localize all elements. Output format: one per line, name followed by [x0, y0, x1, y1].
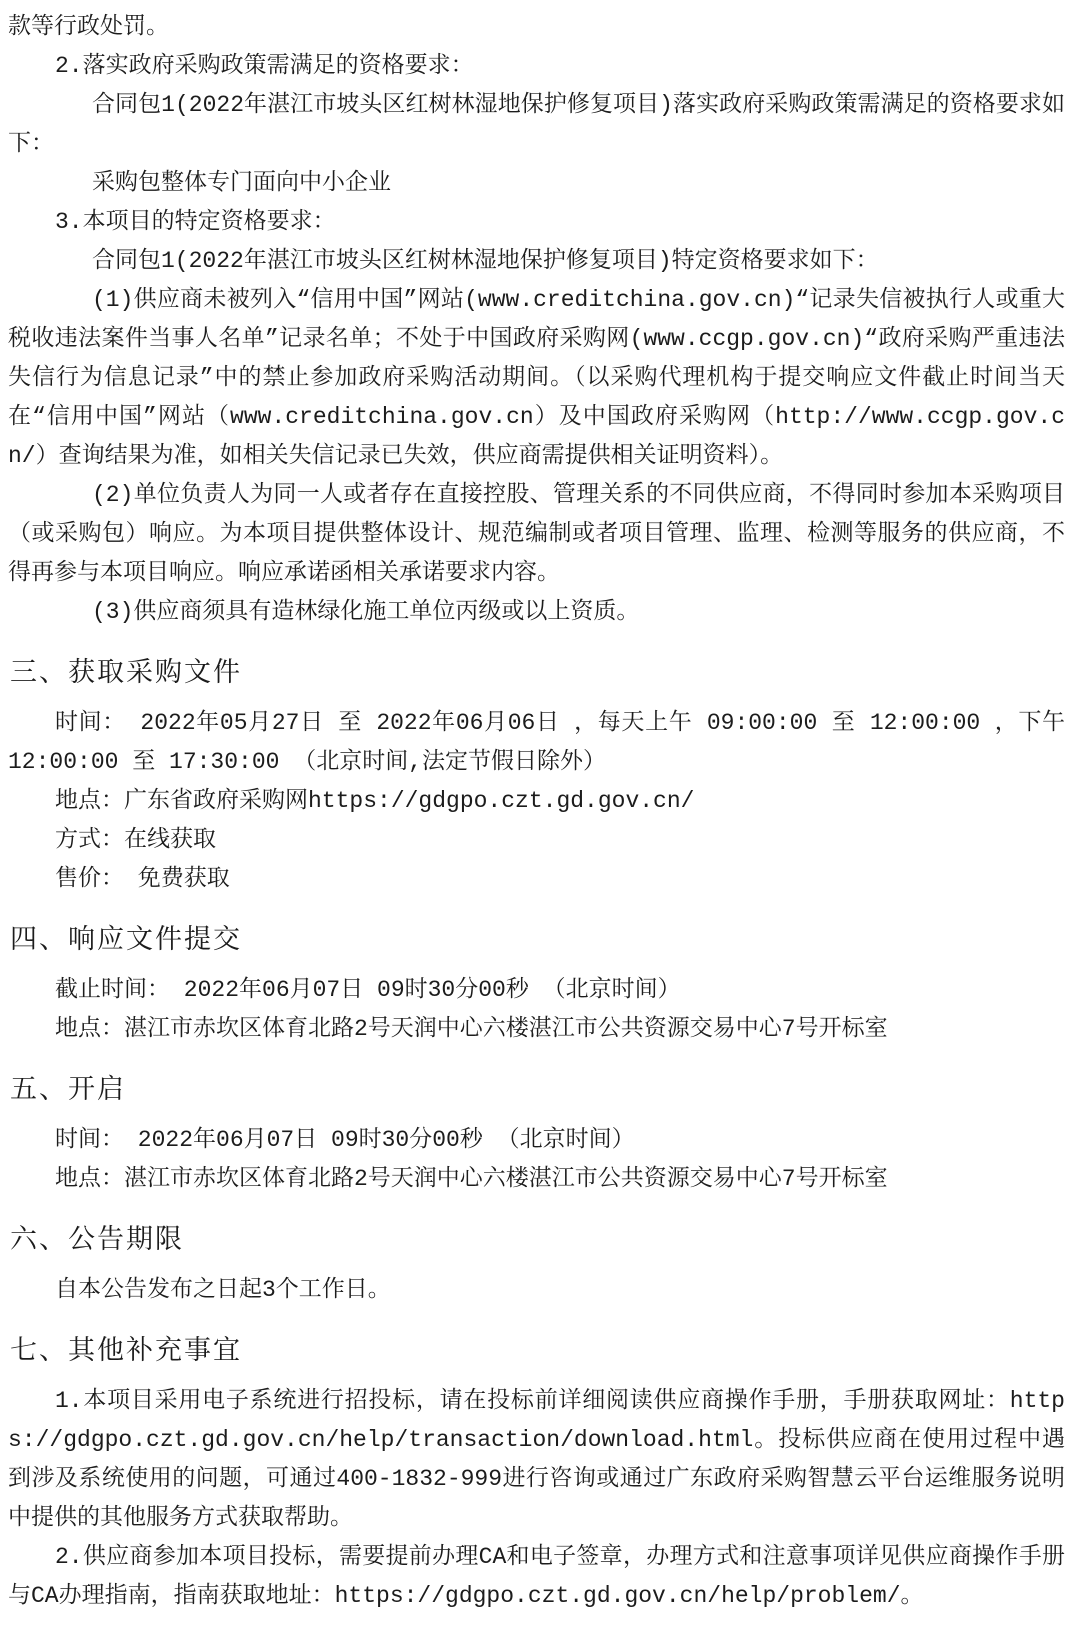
- item-3-specific-requirements: 3.本项目的特定资格要求：: [55, 209, 336, 235]
- para-package1-policy: 合同包1(2022年湛江市坡头区红树林湿地保护修复项目)落实政府采购政策需满足的资格要求如下：: [8, 92, 1065, 157]
- document-content: [8, 8, 1065, 1616]
- line-announcement-period: 自本公告发布之日起3个工作日。: [55, 1277, 391, 1303]
- line-obtain-price: 售价： 免费获取: [55, 866, 230, 892]
- line-submission-deadline: 截止时间： 2022年06月07日 09时30分00秒 （北京时间）: [55, 977, 681, 1003]
- prev-page-tail-line: 款等行政处罚。: [8, 14, 169, 40]
- para-same-person-restriction: (2)单位负责人为同一人或者存在直接控股、管理关系的不同供应商，不得同时参加本采购项目（或采购包）响应。为本项目提供整体设计、规范编制或者项目管理、监理、检测等服务的供应商，不得再参与本项目响应。响应承诺函相关承诺要求内容。: [8, 482, 1065, 586]
- para-qualification-grade: (3)供应商须具有造林绿化施工单位丙级或以上资质。: [92, 599, 640, 625]
- para-package1-specific: 合同包1(2022年湛江市坡头区红树林湿地保护修复项目)特定资格要求如下：: [92, 248, 879, 274]
- line-obtain-method: 方式：在线获取: [55, 827, 216, 853]
- line-obtain-time: 时间： 2022年05月27日 至 2022年06月06日 ，每天上午 09:00:00 至 12:00:00 ，下午 12:00:00 至 17:30:00 （北京时间,法定节假日除外）: [8, 710, 1065, 775]
- para-note-2-ca-signature: 2.供应商参加本项目投标，需要提前办理CA和电子签章，办理方式和注意事项详见供应商操作手册与CA办理指南，指南获取地址：https://gdgpo.czt.gd.gov.cn/help/problem/。: [8, 1544, 1065, 1609]
- line-obtain-location: 地点：广东省政府采购网https://gdgpo.czt.gd.gov.cn/: [55, 788, 695, 814]
- item-2-policy-requirements: 2.落实政府采购政策需满足的资格要求：: [55, 53, 474, 79]
- para-smes-only: 采购包整体专门面向中小企业: [92, 170, 391, 196]
- line-opening-time: 时间： 2022年06月07日 09时30分00秒 （北京时间）: [55, 1127, 635, 1153]
- para-note-1-e-bidding-system: 1.本项目采用电子系统进行招投标，请在投标前详细阅读供应商操作手册，手册获取网址：https://gdgpo.czt.gd.gov.cn/help/transaction/download.html。投标供应商在使用过程中遇到涉及系统使用的问题，可通过400-1832-999进行咨询或通过广东政府采购智慧云平台运维服务说明中提供的其他服务方式获取帮助。: [8, 1388, 1065, 1531]
- heading-section-5-opening: 五、开启: [10, 1077, 126, 1107]
- heading-section-4-response-submission: 四、响应文件提交: [10, 927, 242, 957]
- heading-section-6-announcement-period: 六、公告期限: [10, 1227, 184, 1257]
- line-submission-location: 地点：湛江市赤坎区体育北路2号天润中心六楼湛江市公共资源交易中心7号开标室: [55, 1016, 888, 1042]
- heading-section-3-obtain-documents: 三、获取采购文件: [10, 660, 242, 690]
- heading-section-7-other-matters: 七、其他补充事宜: [10, 1338, 242, 1368]
- line-opening-location: 地点：湛江市赤坎区体育北路2号天润中心六楼湛江市公共资源交易中心7号开标室: [55, 1166, 888, 1192]
- para-credit-china-check: (1)供应商未被列入“信用中国”网站(www.creditchina.gov.cn)“记录失信被执行人或重大税收违法案件当事人名单”记录名单；不处于中国政府采购网(www.ccgp.gov.cn)“政府采购严重违法失信行为信息记录”中的禁止参加政府采购活动期间。（以采购代理机构于提交响应文件截止时间当天在“信用中国”网站（www.creditchina.gov.cn）及中国政府采购网（http://www.ccgp.gov.cn/）查询结果为准，如相关失信记录已失效，供应商需提供相关证明资料）。: [8, 287, 1065, 469]
